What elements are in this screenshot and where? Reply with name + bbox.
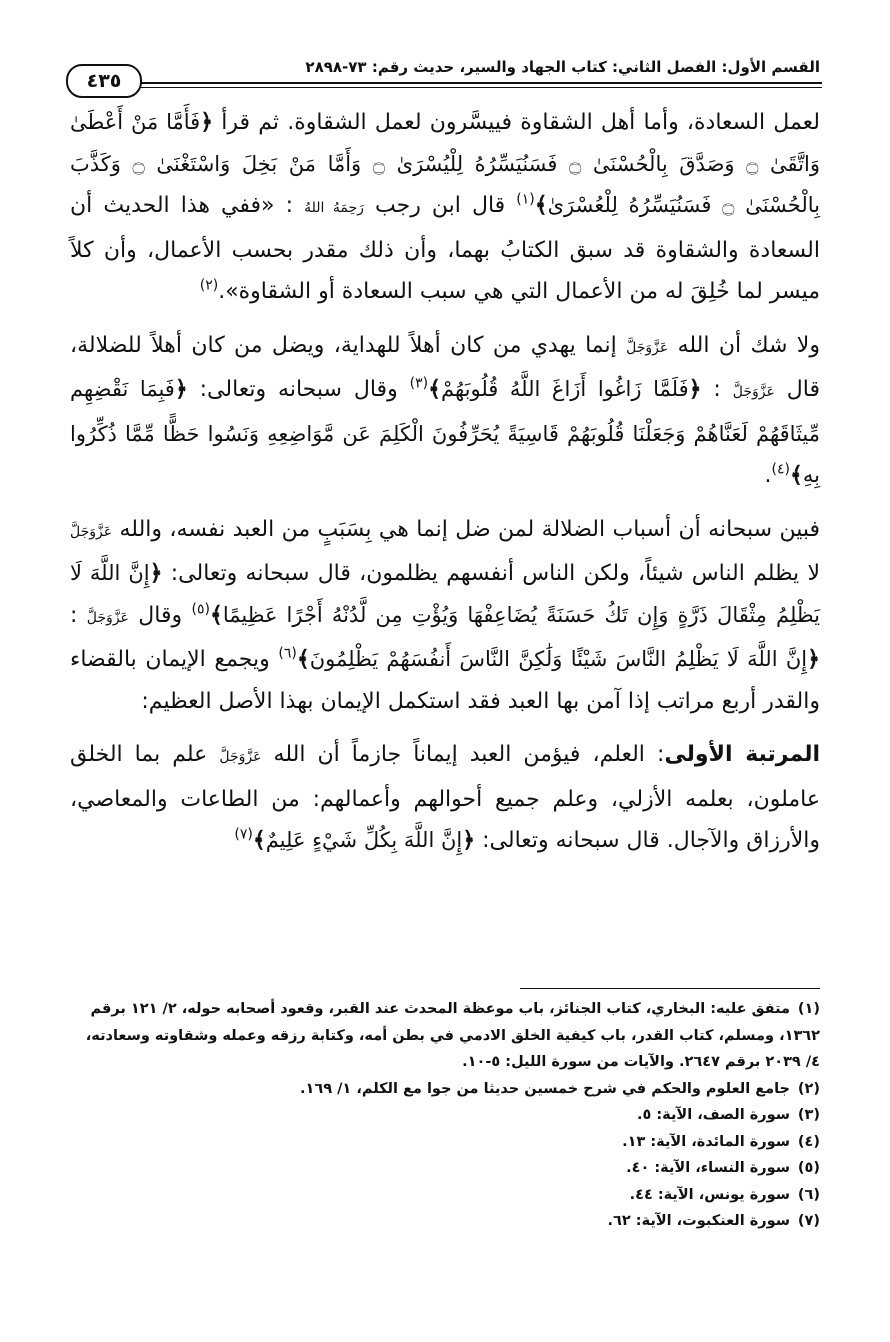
footnote-ref: (٤)	[771, 461, 790, 478]
paragraph-4	[70, 734, 820, 862]
footnote-ref: (٦)	[278, 645, 297, 662]
footnote-number: (١)	[797, 1001, 820, 1017]
paragraph-1	[70, 102, 820, 313]
footnote-ref: (٢)	[199, 277, 219, 294]
text: : العلم، فيؤمن العبد إيماناً جازماً أن الله	[273, 742, 665, 767]
quran-close-bracket: ﴾	[209, 602, 223, 628]
footnote-text: متفق عليه: البخاري، كتاب الجنائز، باب موعظة المحدث عند القبر، وقعود أصحابه حوله، ٢/ ١٢١ برقم ١٣٦٢، ومسلم، كتاب القدر، باب كيفية الخلق الادمي في بطن أمه، وكتابة رزقه وعمله وشقاوته وسعادته، ٤/ ٢٠٣٩ برقم ٢٦٤٧. والآيات من سورة الليل: ٥-١٠.	[85, 1001, 820, 1070]
quran-close-bracket: ﴾	[534, 193, 548, 218]
honorific: عَزَّوَجَلَّ	[70, 523, 113, 540]
footnote	[70, 1129, 820, 1156]
text: لعمل السعادة، وأما أهل الشقاوة فييسَّرون لعمل الشقاوة. ثم قرأ	[221, 110, 820, 135]
section-label: المرتبة الأولى	[664, 742, 821, 767]
quran-verse: فَلَمَّا زَاغُوا أَزَاغَ اللَّهُ قُلُوبَهُمْ	[440, 377, 689, 401]
footnote-number: (٢)	[797, 1080, 820, 1097]
running-header: القسم الأول: الفصل الثاني: كتاب الجهاد والسير، حديث رقم: ٧٣-٢٨٩٨	[305, 58, 820, 76]
footnote-number: (٣)	[797, 1107, 820, 1123]
quran-open-bracket: ﴿	[174, 377, 188, 402]
text: :	[70, 602, 78, 628]
footnote	[70, 1182, 820, 1209]
quran-open-bracket: ﴿	[200, 110, 214, 135]
quran-close-bracket: ﴾	[296, 647, 310, 672]
text: إنما يهدي من كان أهلاً للهداية، ويضل من كان أهلاً للضلالة، قال	[70, 332, 820, 402]
quran-close-bracket: ﴾	[428, 377, 441, 402]
footnote-text: سورة النساء، الآية: ٤٠.	[626, 1160, 790, 1176]
footnote-text: سورة الصف، الآية: ٥.	[636, 1107, 790, 1123]
text: وقال سبحانه وتعالى:	[199, 377, 398, 402]
footnote	[70, 1076, 820, 1103]
honorific: عَزَّوَجَلَّ	[732, 384, 775, 400]
quran-verse: إِنَّ اللَّهَ لَا يَظْلِمُ مِثْقَالَ ذَرَّةٍ وَإِن تَكُ حَسَنَةً يُضَاعِفْهَا وَيُؤْتِ مِن لَّدُنْهُ أَجْرًا عَظِيمًا	[70, 561, 820, 627]
footnote-ref: (٥)	[191, 601, 210, 618]
text: وقال	[138, 602, 183, 628]
text: فبين سبحانه أن أسباب الضلالة لمن ضل إنما هي بِسَبَبٍ من العبد نفسه، والله	[119, 516, 820, 542]
header-rule	[140, 82, 822, 88]
text: علم بما الخلق عاملون، بعلمه الأزلي، وعلم جميع أحوالهم وأعمالهم: من الطاعات والمعاصي، والأرزاق والآجال. قال سبحانه وتعالى:	[70, 742, 820, 853]
footnote-ref: (١)	[516, 191, 535, 208]
footnote-text: جامع العلوم والحكم في شرح خمسين حديثا من جوا مع الكلم، ١/ ١٦٩.	[299, 1080, 790, 1097]
text: ويجمع الإيمان بالقضاء والقدر أربع مراتب إذا آمن بها العبد فقد استكمل الإيمان بهذا الأصل العظيم:	[70, 647, 820, 714]
quran-open-bracket: ﴿	[462, 828, 476, 853]
quran-verse: فَبِمَا نَقْضِهِم مِّيثَاقَهُمْ لَعَنَّاهُمْ وَجَعَلْنَا قُلُوبَهُمْ قَاسِيَةً يُحَرِّفُونَ الْكَلِمَ عَن مَّوَاضِعِهِ وَنَسُوا حَظًّا مِّمَّا ذُكِّرُوا بِهِ	[70, 377, 820, 487]
footnote	[70, 1102, 820, 1129]
footnote	[70, 1155, 820, 1182]
footnote	[70, 996, 820, 1076]
text: : «ففي هذا الحديث أن السعادة والشقاوة قد سبق الكتابُ بهما، وأن ذلك مقدر بحسب الأعمال، وأن كلاً ميسر لما خُلِقَ له من الأعمال التي هي سبب السعادة أو الشقاوة».	[70, 193, 820, 304]
quran-verse: فَأَمَّا مَنْ أَعْطَىٰ وَاتَّقَىٰ ۝ وَصَدَّقَ بِالْحُسْنَىٰ ۝ فَسَنُيَسِّرُهُ لِلْيُسْرَىٰ ۝ وَأَمَّا مَنْ بَخِلَ وَاسْتَغْنَىٰ ۝ وَكَذَّبَ بِالْحُسْنَىٰ ۝ فَسَنُيَسِّرُهُ لِلْعُسْرَىٰ	[70, 110, 820, 217]
paragraph-3	[70, 509, 820, 723]
quran-close-bracket: ﴾	[252, 828, 266, 853]
text: .	[764, 463, 772, 488]
quran-verse: إِنَّ اللَّهَ لَا يَظْلِمُ النَّاسَ شَيْئًا وَلَٰكِنَّ النَّاسَ أَنفُسَهُمْ يَظْلِمُونَ	[309, 647, 808, 671]
footnote-text: سورة العنكبوت، الآية: ٦٢.	[607, 1213, 790, 1229]
footnote-separator	[520, 988, 820, 989]
main-text	[70, 102, 820, 862]
footnotes	[70, 996, 820, 1235]
footnote-ref: (٧)	[234, 826, 253, 843]
honorific: عَزَّوَجَلَّ	[86, 609, 129, 626]
quran-open-bracket: ﴿	[688, 377, 702, 402]
honorific: رَحِمَهُ اللهُ	[304, 200, 364, 216]
quran-close-bracket: ﴾	[790, 463, 803, 488]
text: ولا شك أن الله	[677, 332, 820, 358]
footnote-number: (٧)	[797, 1213, 820, 1229]
page-number: ٤٣٥	[66, 64, 142, 98]
quran-open-bracket: ﴿	[149, 561, 163, 586]
quran-verse: إِنَّ اللَّهَ بِكُلِّ شَيْءٍ عَلِيمٌ	[265, 828, 463, 852]
footnote-text: سورة المائدة، الآية: ١٣.	[622, 1133, 790, 1150]
quran-open-bracket: ﴿	[807, 647, 820, 672]
honorific: عَزَّوَجَلَّ	[626, 339, 669, 356]
footnote-number: (٥)	[797, 1160, 820, 1176]
footnote-text: سورة يونس، الآية: ٤٤.	[629, 1186, 790, 1203]
text: :	[713, 377, 721, 402]
text: قال ابن رجب	[375, 193, 506, 218]
honorific: عَزَّوَجَلَّ	[219, 749, 262, 765]
footnote-number: (٦)	[797, 1186, 820, 1203]
footnote-number: (٤)	[797, 1133, 820, 1150]
text: لا يظلم الناس شيئاً، ولكن الناس أنفسهم يظلمون، قال سبحانه وتعالى:	[170, 561, 820, 586]
footnote	[70, 1208, 820, 1235]
footnote-ref: (٣)	[409, 375, 429, 392]
paragraph-2	[70, 325, 820, 497]
